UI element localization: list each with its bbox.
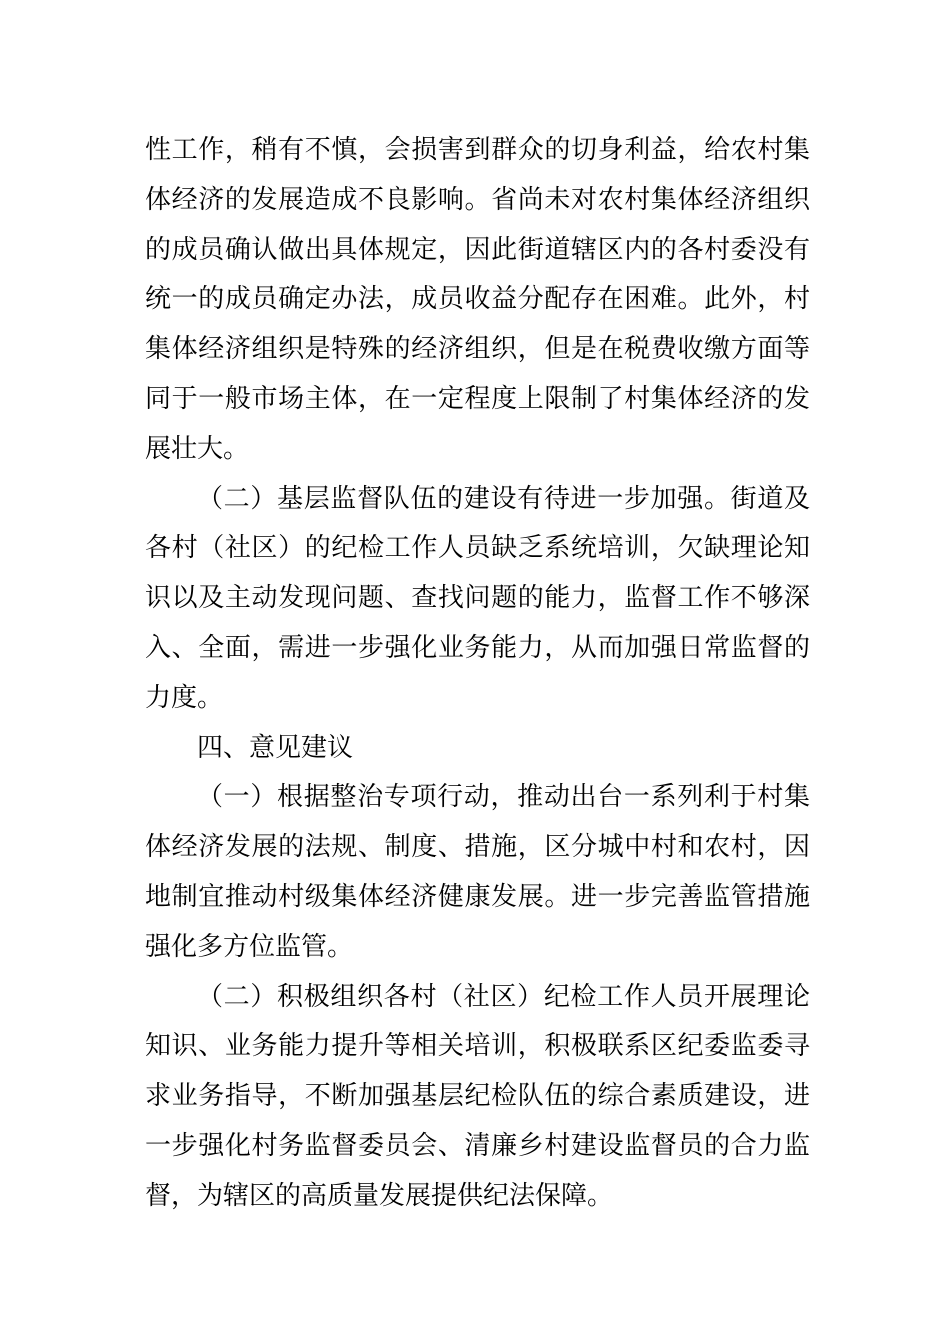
paragraph-suggestion-2: （二）积极组织各村（社区）纪检工作人员开展理论知识、业务能力提升等相关培训，积极联系区纪委监委寻求业务指导，不断加强基层纪检队伍的综合素质建设，进一步强化村务监督委员会、清廉乡村建设监督员的合力监督，为辖区的高质量发展提供纪法保障。: [145, 981, 810, 1211]
document-body: [145, 126, 810, 1222]
paragraph-problem-2: （二）基层监督队伍的建设有待进一步加强。街道及各村（社区）的纪检工作人员缺乏系统培训，欠缺理论知识以及主动发现问题、查找问题的能力，监督工作不够深入、全面，需进一步强化业务能力，从而加强日常监督的力度。: [145, 483, 810, 713]
section-heading: 四、意见建议: [197, 732, 354, 763]
paragraph-suggestion-1: （一）根据整治专项行动，推动出台一系列利于村集体经济发展的法规、制度、措施，区分城中村和农村，因地制宜推动村级集体经济健康发展。进一步完善监管措施强化多方位监管。: [145, 782, 810, 962]
paragraph-continuation: 性工作，稍有不慎，会损害到群众的切身利益，给农村集体经济的发展造成不良影响。省尚未对农村集体经济组织的成员确认做出具体规定，因此街道辖区内的各村委没有统一的成员确定办法，成员收益分配存在困难。此外，村集体经济组织是特殊的经济组织，但是在税费收缴方面等同于一般市场主体，在一定程度上限制了村集体经济的发展壮大。: [145, 135, 810, 464]
